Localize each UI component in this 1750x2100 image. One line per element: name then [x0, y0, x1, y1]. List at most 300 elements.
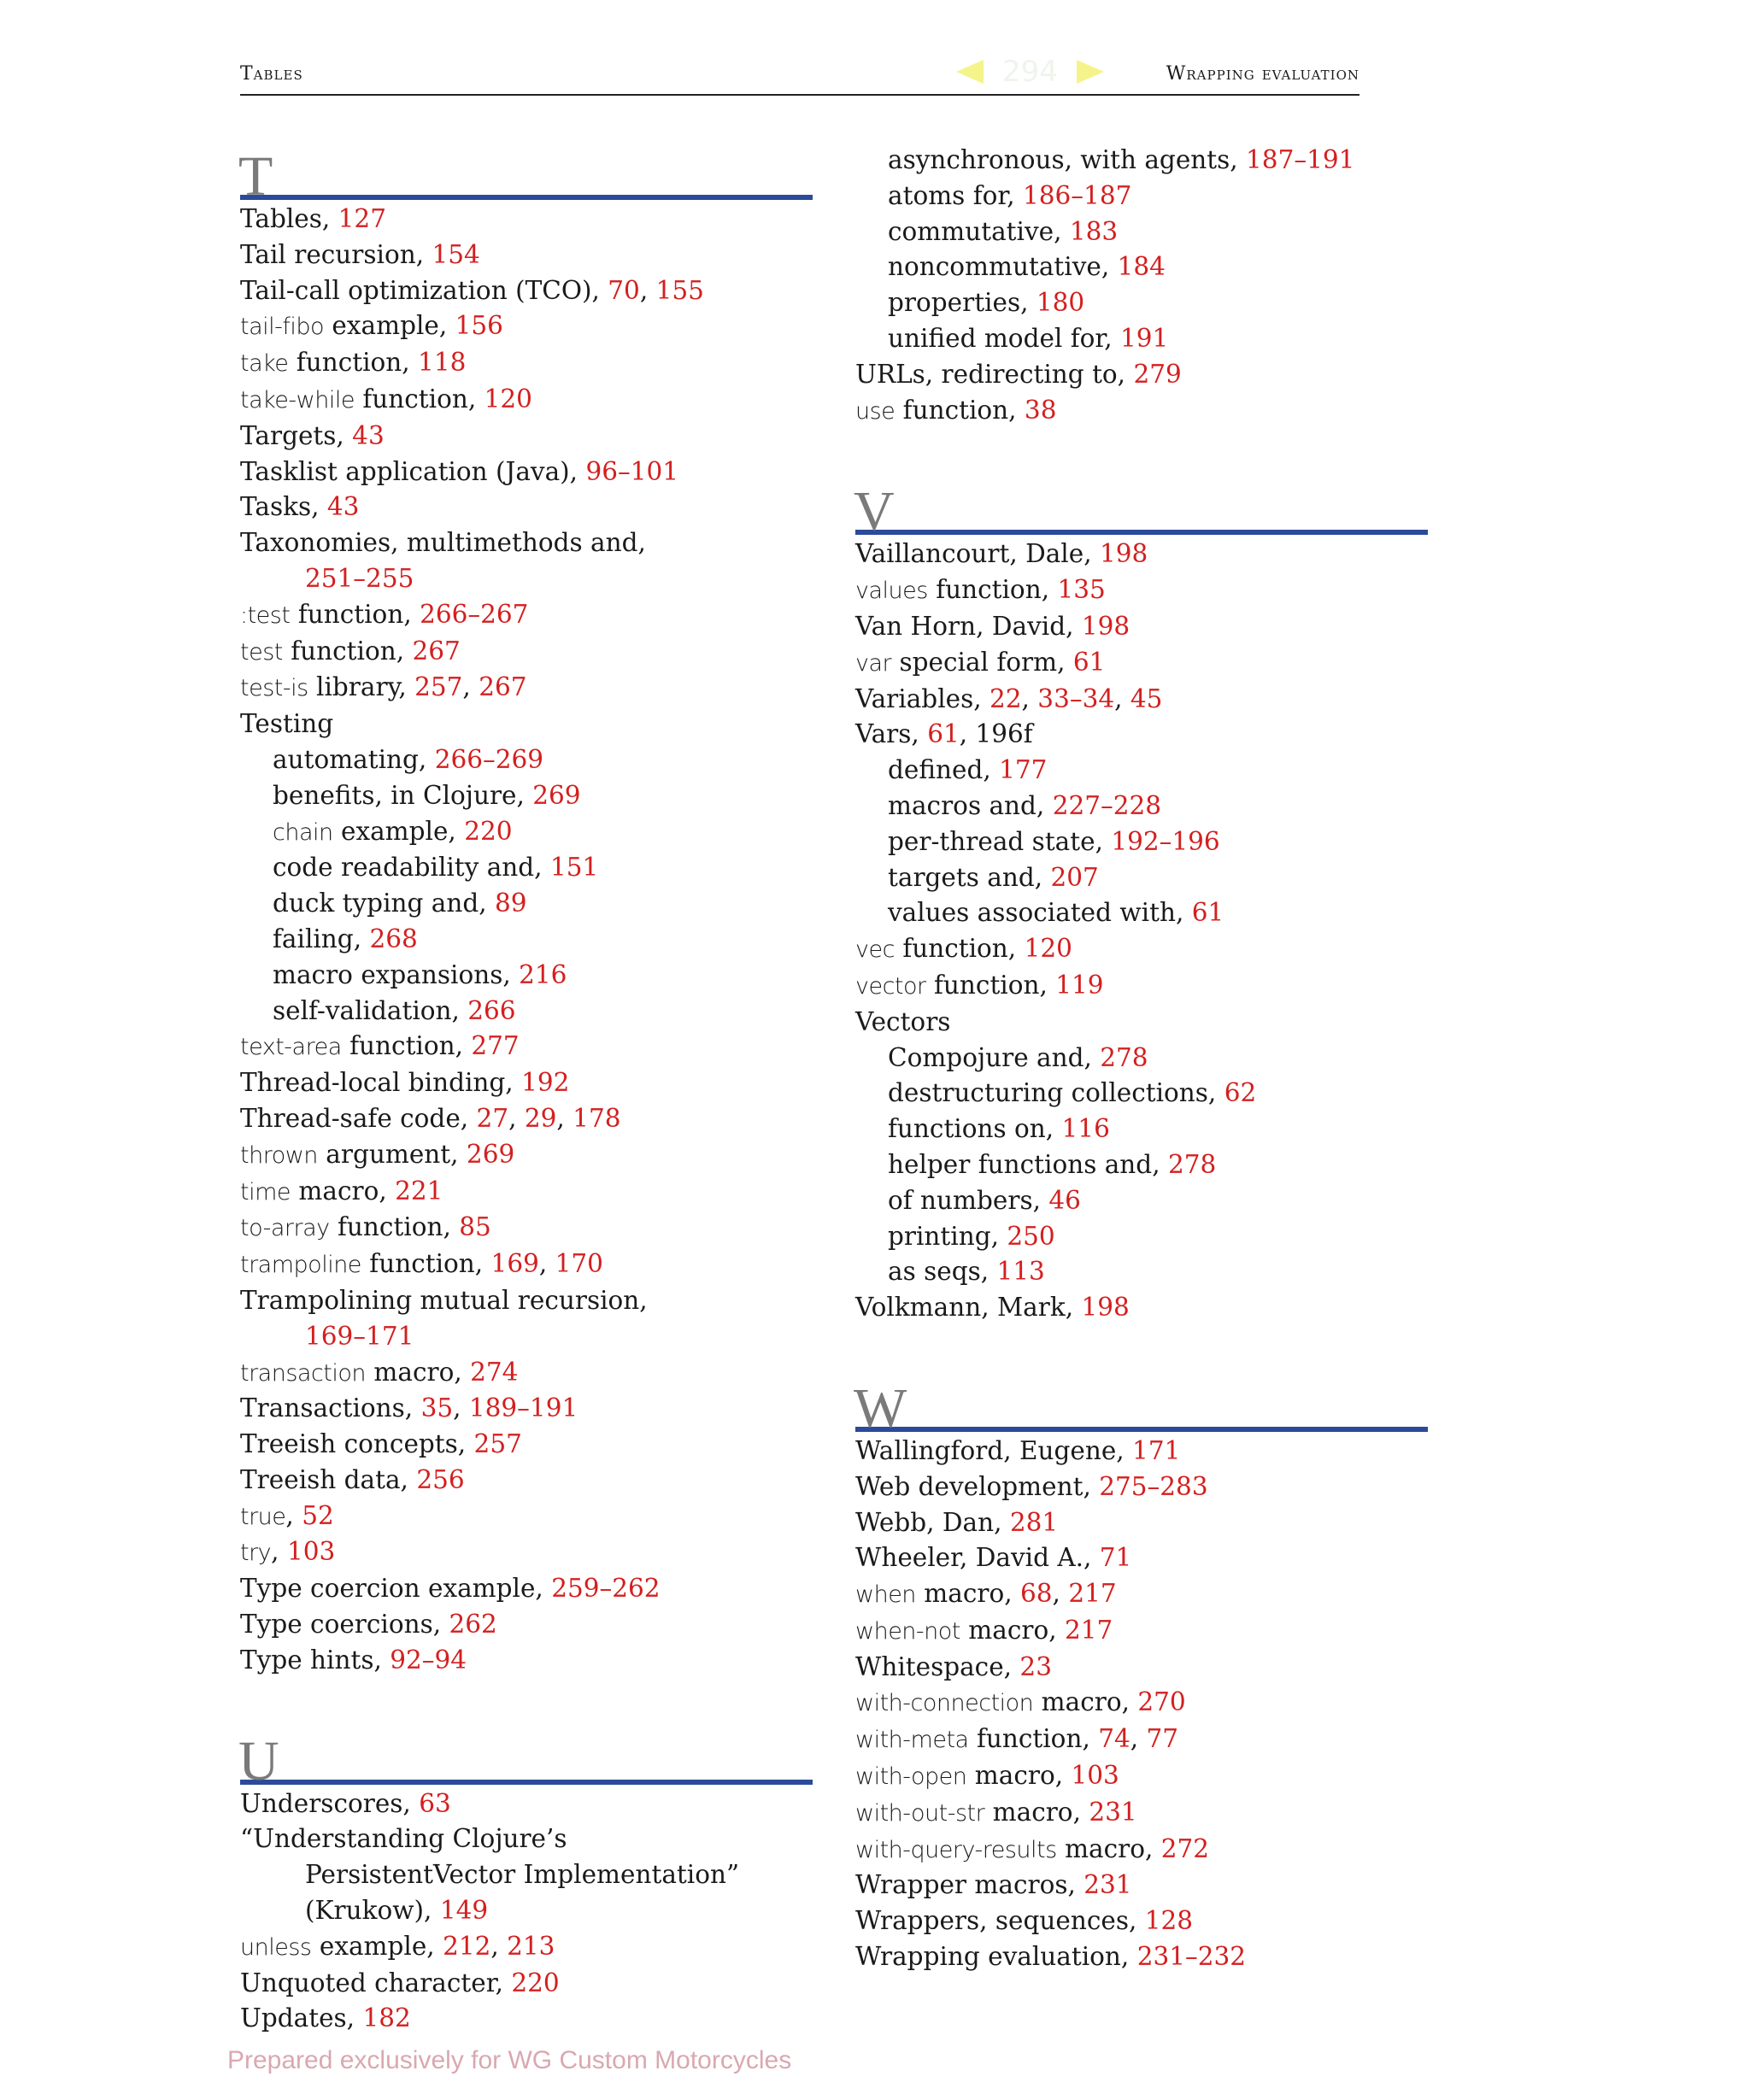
index-entry	[240, 1463, 813, 1499]
index-entry	[240, 597, 813, 634]
entry-text: macro,	[1056, 1833, 1161, 1863]
index-subentry	[240, 994, 813, 1029]
index-subentry	[855, 1219, 1436, 1255]
index-entry	[855, 357, 1436, 393]
page-reference-link[interactable]: 38	[1024, 395, 1057, 425]
index-entry	[240, 1929, 813, 1966]
entry-text: example,	[332, 816, 465, 846]
index-entry	[240, 273, 813, 309]
page-reference-link[interactable]: 221	[395, 1176, 443, 1205]
index-column-left	[240, 145, 813, 2088]
index-entry	[240, 238, 813, 273]
entry-text: function,	[341, 1031, 472, 1061]
code-keyword: true	[240, 1503, 286, 1530]
page-reference-link[interactable]: 70	[608, 275, 640, 305]
index-entry	[855, 1469, 1436, 1505]
code-keyword: thrown	[240, 1141, 318, 1169]
page-number: 294	[1002, 55, 1058, 89]
code-keyword: text-area	[240, 1034, 342, 1061]
entry-text: Van Horn, David,	[855, 611, 1082, 641]
entry-text: function,	[927, 575, 1058, 605]
entry-text: macro,	[291, 1176, 396, 1205]
entry-text: Tail recursion,	[240, 239, 432, 269]
page-reference-link[interactable]: 259–262	[551, 1574, 661, 1604]
index-entry	[240, 419, 813, 455]
entry-text: macros and,	[888, 790, 1053, 820]
section-heading	[854, 1376, 1428, 1440]
entry-text: unified model for,	[888, 323, 1121, 353]
index-entry	[855, 968, 1436, 1005]
entry-text: Wrappers, sequences,	[855, 1906, 1145, 1936]
index-subentry	[855, 1076, 1436, 1112]
entry-text: ,	[508, 1103, 525, 1133]
index-subentry	[855, 143, 1436, 179]
code-keyword: chain	[273, 818, 333, 846]
entry-text: Underscores,	[240, 1788, 420, 1818]
index-subentry	[240, 742, 813, 778]
page-reference-link[interactable]: 155	[655, 275, 704, 305]
page-reference-link[interactable]: 207	[1050, 862, 1099, 892]
entry-text: per-thread state,	[888, 826, 1112, 856]
index-entry	[855, 931, 1436, 968]
code-keyword: with-meta	[855, 1727, 969, 1754]
page-reference-link[interactable]: 62	[1224, 1078, 1257, 1108]
entry-text: commutative,	[888, 216, 1070, 246]
index-entry	[855, 1685, 1436, 1722]
page-reference-link[interactable]: 46	[1048, 1185, 1081, 1215]
index-section-v	[855, 480, 1436, 1326]
code-keyword: vec	[855, 936, 895, 964]
index-entry	[240, 1786, 813, 1822]
page-reference-link[interactable]: 85	[459, 1212, 491, 1242]
index-entry	[240, 1247, 813, 1283]
entry-text: Vaillancourt, Dale,	[855, 539, 1100, 569]
next-page-arrow-icon[interactable]	[1077, 60, 1104, 84]
code-keyword: values	[855, 578, 928, 605]
index-subentry	[240, 922, 813, 958]
page-reference-link[interactable]: 22	[989, 683, 1022, 713]
entry-text: ,	[1021, 683, 1038, 713]
page-reference-link[interactable]: 180	[1036, 288, 1085, 318]
page-navigation	[956, 55, 1104, 89]
index-entry	[240, 1065, 813, 1101]
entry-text: ,	[639, 275, 656, 305]
entry-text: (Krukow),	[305, 1896, 440, 1926]
index-entry	[855, 393, 1436, 430]
page-reference-link[interactable]: 61	[927, 719, 960, 749]
page-reference-link[interactable]: 216	[519, 959, 567, 989]
page-reference-link[interactable]: 231–232	[1136, 1942, 1247, 1972]
page-reference-link[interactable]: 217	[1068, 1579, 1117, 1609]
entry-text: ,	[285, 1500, 302, 1530]
entry-text: duck typing and,	[273, 889, 495, 918]
index-subentry	[855, 753, 1436, 789]
page-reference-link[interactable]: 43	[352, 420, 385, 450]
index-subentry	[855, 895, 1436, 931]
entry-text: Tasklist application (Java),	[240, 456, 586, 486]
entry-text: defined,	[888, 755, 1000, 785]
page-reference-link[interactable]: 29	[524, 1103, 557, 1133]
index-entry	[240, 1499, 813, 1535]
page-reference-link[interactable]: 192	[521, 1068, 570, 1098]
index-entry	[855, 1795, 1436, 1832]
page-reference-link[interactable]: 89	[494, 889, 527, 918]
page-reference-link[interactable]: 128	[1144, 1906, 1194, 1936]
entry-text: Updates,	[240, 2003, 363, 2033]
page-reference-link[interactable]: 231	[1089, 1797, 1137, 1827]
page-reference-link[interactable]: 269	[466, 1139, 515, 1169]
page-reference-link[interactable]: 178	[573, 1103, 621, 1133]
code-keyword: try	[240, 1540, 272, 1567]
index-entry	[240, 1137, 813, 1174]
page-reference-link[interactable]: 74	[1098, 1724, 1130, 1754]
index-entry	[240, 308, 813, 345]
entry-text: Unquoted character,	[240, 1968, 512, 1997]
page-reference-link[interactable]: 23	[1019, 1651, 1052, 1681]
index-section-t	[240, 145, 813, 1679]
code-keyword: when-not	[855, 1617, 960, 1645]
index-entry	[240, 1355, 813, 1392]
page-reference-link[interactable]: 266	[467, 995, 516, 1025]
page-reference-link[interactable]: 52	[302, 1500, 334, 1530]
entry-text: ,	[538, 1249, 555, 1279]
index-entry	[240, 1210, 813, 1247]
page-reference-link[interactable]: 154	[432, 239, 480, 269]
entry-text: Testing	[240, 709, 334, 739]
page-reference-link[interactable]: 277	[471, 1031, 520, 1061]
index-entry	[855, 1005, 1436, 1041]
index-subentry	[855, 1147, 1436, 1183]
page-reference-link[interactable]: 169–171	[305, 1321, 414, 1351]
index-entry	[240, 2001, 813, 2037]
index-entry	[855, 717, 1436, 753]
page-reference-link[interactable]: 43	[326, 492, 360, 522]
page-reference-link[interactable]: 177	[999, 755, 1048, 785]
index-subentry	[855, 285, 1436, 321]
index-entry	[240, 525, 813, 561]
entry-text: example,	[324, 311, 455, 341]
code-keyword: test	[240, 638, 283, 666]
entry-text: example,	[311, 1931, 443, 1961]
entry-text: URLs, redirecting to,	[855, 359, 1134, 389]
entry-text: “Understanding Clojure’s	[240, 1824, 567, 1854]
code-keyword: with-connection	[855, 1690, 1034, 1717]
page-reference-link[interactable]: 184	[1117, 252, 1166, 282]
index-subentry	[855, 860, 1436, 896]
page-reference-link[interactable]: 281	[1009, 1507, 1059, 1537]
page-reference-link[interactable]: 27	[476, 1103, 509, 1133]
entry-text: Whitespace,	[855, 1651, 1020, 1681]
code-keyword: with-query-results	[855, 1836, 1057, 1863]
entry-text: Wheeler, David A.,	[855, 1543, 1100, 1573]
entry-text: asynchronous, with agents,	[888, 145, 1247, 174]
code-keyword: when	[855, 1581, 916, 1609]
page-reference-link[interactable]: 96–101	[585, 456, 679, 486]
page-reference-link[interactable]: 33–34	[1037, 683, 1115, 713]
index-subentry	[855, 214, 1436, 250]
section-letter: W	[854, 1376, 907, 1440]
page-reference-link[interactable]: 77	[1146, 1724, 1179, 1754]
page-reference-link[interactable]: 270	[1137, 1687, 1186, 1717]
page-reference-link[interactable]: 278	[1167, 1149, 1217, 1179]
page-reference-link[interactable]: 68	[1020, 1579, 1053, 1609]
entry-text: Transactions,	[240, 1393, 421, 1423]
page-reference-link[interactable]: 186–187	[1023, 180, 1132, 210]
page-reference-link[interactable]: 220	[464, 816, 513, 846]
entry-text: code readability and,	[273, 853, 550, 883]
page-reference-link[interactable]: 61	[1072, 647, 1106, 677]
page-reference-link[interactable]: 116	[1061, 1114, 1110, 1144]
entry-text: function,	[282, 636, 413, 666]
entry-text: functions on,	[888, 1114, 1062, 1144]
code-keyword: use	[855, 397, 896, 425]
watermark-footer: Prepared exclusively for WG Custom Motorcycles	[227, 2046, 792, 2074]
page-reference-link[interactable]: 118	[418, 348, 467, 378]
page-reference-link[interactable]: 169	[490, 1249, 539, 1279]
entry-text: macro,	[915, 1579, 1020, 1609]
page-reference-link[interactable]: 251–255	[305, 563, 414, 593]
page-reference-link[interactable]: 279	[1133, 359, 1182, 389]
page-reference-link[interactable]: 198	[1081, 1293, 1130, 1323]
page-reference-link[interactable]: 63	[419, 1788, 451, 1818]
section-heading	[854, 480, 1428, 543]
section-heading	[238, 1729, 813, 1792]
entry-text: self-validation,	[273, 995, 468, 1025]
entry-text: Web development,	[855, 1471, 1100, 1501]
entry-text: ,	[1130, 1724, 1147, 1754]
page-reference-link[interactable]: 135	[1057, 575, 1106, 605]
index-entry	[240, 345, 813, 382]
entry-text: ,	[1052, 1579, 1069, 1609]
entry-text: ,	[271, 1537, 287, 1567]
page-reference-link[interactable]: 198	[1081, 611, 1130, 641]
entry-text: Webb, Dan,	[855, 1507, 1010, 1537]
page-reference-link[interactable]: 156	[455, 311, 503, 341]
index-entry	[240, 202, 813, 238]
index-subentry	[855, 249, 1436, 285]
page-reference-link[interactable]: 183	[1069, 216, 1119, 246]
page-reference-link[interactable]: 71	[1099, 1543, 1132, 1573]
index-entry	[240, 1427, 813, 1463]
entry-text: Type coercions,	[240, 1610, 449, 1640]
page-reference-link[interactable]: 274	[470, 1357, 519, 1387]
page-reference-link[interactable]: 250	[1007, 1221, 1055, 1251]
page-reference-link[interactable]: 103	[286, 1537, 336, 1567]
entry-text: function,	[895, 395, 1025, 425]
entry-text: Variables,	[855, 683, 990, 713]
entry-text: argument,	[317, 1139, 467, 1169]
entry-text: destructuring collections,	[888, 1078, 1224, 1108]
entry-text: noncommutative,	[888, 252, 1118, 282]
index-entry	[240, 1571, 813, 1607]
index-subentry	[855, 1183, 1436, 1219]
entry-text: library,	[308, 672, 415, 702]
page-reference-link[interactable]: 113	[996, 1257, 1045, 1287]
entry-text: Type hints,	[240, 1645, 391, 1675]
page-reference-link[interactable]: 269	[532, 780, 581, 810]
index-entry	[855, 1613, 1436, 1650]
page-reference-link[interactable]: 256	[416, 1464, 465, 1494]
index-entry	[855, 1434, 1436, 1469]
index-section-u	[240, 1730, 813, 2038]
page-reference-link[interactable]: 170	[555, 1249, 603, 1279]
code-keyword: with-out-str	[855, 1799, 985, 1827]
page-reference-link[interactable]: 266–267	[420, 599, 529, 629]
index-entry	[240, 1319, 813, 1355]
index-entry	[240, 1029, 813, 1065]
index-entry	[855, 1758, 1436, 1795]
page-reference-link[interactable]: 217	[1064, 1615, 1113, 1645]
running-header	[240, 55, 1359, 96]
page-reference-link[interactable]: 267	[479, 672, 527, 702]
page-reference-link[interactable]: 92–94	[390, 1645, 467, 1675]
page-reference-link[interactable]: 275–283	[1099, 1471, 1208, 1501]
page-reference-link[interactable]: 119	[1055, 970, 1104, 1000]
entry-text: benefits, in Clojure,	[273, 780, 533, 810]
index-entry	[240, 382, 813, 419]
header-right-title: Wrapping evaluation	[1166, 63, 1359, 85]
index-subentry	[240, 958, 813, 994]
index-entry	[855, 609, 1436, 645]
code-keyword: trampoline	[240, 1252, 361, 1279]
entry-text: Compojure and,	[888, 1042, 1101, 1072]
entry-text: failing,	[273, 924, 370, 953]
entry-text: properties,	[888, 288, 1036, 318]
entry-text: function,	[288, 348, 419, 378]
code-keyword: test-is	[240, 675, 308, 702]
code-keyword: take	[240, 350, 289, 378]
entry-text: function,	[925, 970, 1056, 1000]
index-entry	[240, 670, 813, 707]
index-entry	[855, 1290, 1436, 1326]
code-keyword: time	[240, 1178, 291, 1205]
index-entry	[855, 1832, 1436, 1868]
index-entry	[855, 1650, 1436, 1686]
entry-text: Wallingford, Eugene,	[855, 1435, 1133, 1465]
page-reference-link[interactable]: 272	[1160, 1833, 1210, 1863]
index-subentry	[855, 1254, 1436, 1290]
page-reference-link[interactable]: 149	[439, 1896, 489, 1926]
page-reference-link[interactable]: 267	[412, 636, 461, 666]
page-reference-link[interactable]: 187–191	[1246, 145, 1355, 174]
index-subentry	[240, 850, 813, 886]
entry-text: function,	[354, 384, 484, 414]
index-entry	[855, 1540, 1436, 1576]
entry-text: as seqs,	[888, 1257, 997, 1287]
entry-text: ,	[556, 1103, 573, 1133]
index-entry	[855, 1903, 1436, 1939]
code-keyword: var	[855, 649, 892, 677]
page-reference-link[interactable]: 151	[549, 853, 599, 883]
index-entry	[240, 1966, 813, 2002]
entry-text: Volkmann, Mark,	[855, 1293, 1082, 1323]
entry-text: Thread-safe code,	[240, 1103, 477, 1133]
index-entry	[240, 490, 813, 525]
entry-text: ,	[453, 1393, 469, 1423]
entry-text: Targets,	[240, 420, 353, 450]
index-entry	[855, 1722, 1436, 1758]
entry-text: Vars,	[855, 719, 928, 749]
page-reference-link[interactable]: 182	[362, 2003, 411, 2033]
index-entry	[855, 1576, 1436, 1613]
code-keyword: transaction	[240, 1359, 367, 1387]
index-entry	[855, 1505, 1436, 1541]
page-reference-link[interactable]: 45	[1130, 683, 1163, 713]
entry-text: function,	[894, 934, 1025, 964]
code-keyword: to-array	[240, 1215, 330, 1242]
page-reference-link[interactable]: 198	[1099, 539, 1148, 569]
index-section-w	[855, 1377, 1436, 1975]
entry-text: macro,	[966, 1761, 1072, 1791]
page-reference-link[interactable]: 191	[1120, 323, 1169, 353]
entry-text: Thread-local binding,	[240, 1068, 522, 1098]
page-reference-link[interactable]: 231	[1083, 1870, 1132, 1900]
index-entry	[240, 455, 813, 490]
previous-page-arrow-icon[interactable]	[956, 60, 984, 84]
section-letter: T	[238, 145, 273, 208]
page-reference-link[interactable]: 212	[443, 1931, 491, 1961]
page-reference-link[interactable]: 61	[1191, 898, 1224, 928]
index-entry	[855, 572, 1436, 609]
page-reference-link[interactable]: 120	[484, 384, 532, 414]
index-entry	[240, 707, 813, 742]
page-reference-link[interactable]: 257	[473, 1429, 522, 1459]
entry-text: Trampolining mutual recursion,	[240, 1285, 648, 1315]
entry-text: Wrapping evaluation,	[855, 1942, 1137, 1972]
entry-text: values associated with,	[888, 898, 1192, 928]
entry-text: Treeish concepts,	[240, 1429, 474, 1459]
entry-text: atoms for,	[888, 180, 1023, 210]
page-reference-link[interactable]: 103	[1071, 1761, 1119, 1791]
index-entry	[240, 1534, 813, 1571]
code-keyword: :test	[240, 601, 291, 629]
page-reference-link[interactable]: 120	[1024, 934, 1072, 964]
page-reference-link[interactable]: 227–228	[1052, 790, 1162, 820]
entry-text: special form,	[891, 647, 1073, 677]
page-reference-link[interactable]: 266–269	[434, 744, 544, 774]
entry-text: Taxonomies, multimethods and,	[240, 528, 646, 558]
page-reference-link[interactable]: 278	[1100, 1042, 1148, 1072]
entry-text: Vectors	[855, 1006, 951, 1036]
code-keyword: with-open	[855, 1763, 967, 1791]
entry-text: macro,	[960, 1615, 1065, 1645]
entry-text: macro,	[984, 1797, 1089, 1827]
index-entry	[240, 1283, 813, 1319]
entry-text: Tail-call optimization (TCO),	[240, 275, 608, 305]
page-reference-link[interactable]: 35	[420, 1393, 454, 1423]
entry-text: macro,	[1033, 1687, 1138, 1717]
index-column-right	[855, 145, 1436, 2027]
index-entry	[240, 1857, 813, 1893]
page-reference-link[interactable]: 192–196	[1111, 826, 1220, 856]
entry-text: PersistentVector Implementation”	[305, 1860, 740, 1890]
index-entry	[240, 1821, 813, 1857]
page-reference-link[interactable]: 127	[338, 204, 386, 233]
entry-text: targets and,	[888, 862, 1051, 892]
page-reference-link[interactable]: 257	[414, 672, 463, 702]
page-reference-link[interactable]: 268	[369, 924, 418, 953]
page-reference-link[interactable]: 220	[511, 1968, 560, 1997]
index-subentry	[855, 789, 1436, 824]
index-subentry	[240, 814, 813, 851]
page-reference-link[interactable]: 171	[1132, 1435, 1181, 1465]
page-reference-link[interactable]: 213	[507, 1931, 555, 1961]
entry-text: printing,	[888, 1221, 1007, 1251]
entry-text: function,	[361, 1249, 491, 1279]
code-keyword: take-while	[240, 386, 355, 414]
page-reference-link[interactable]: 189–191	[468, 1393, 578, 1423]
page-reference-link[interactable]: 262	[449, 1610, 497, 1640]
